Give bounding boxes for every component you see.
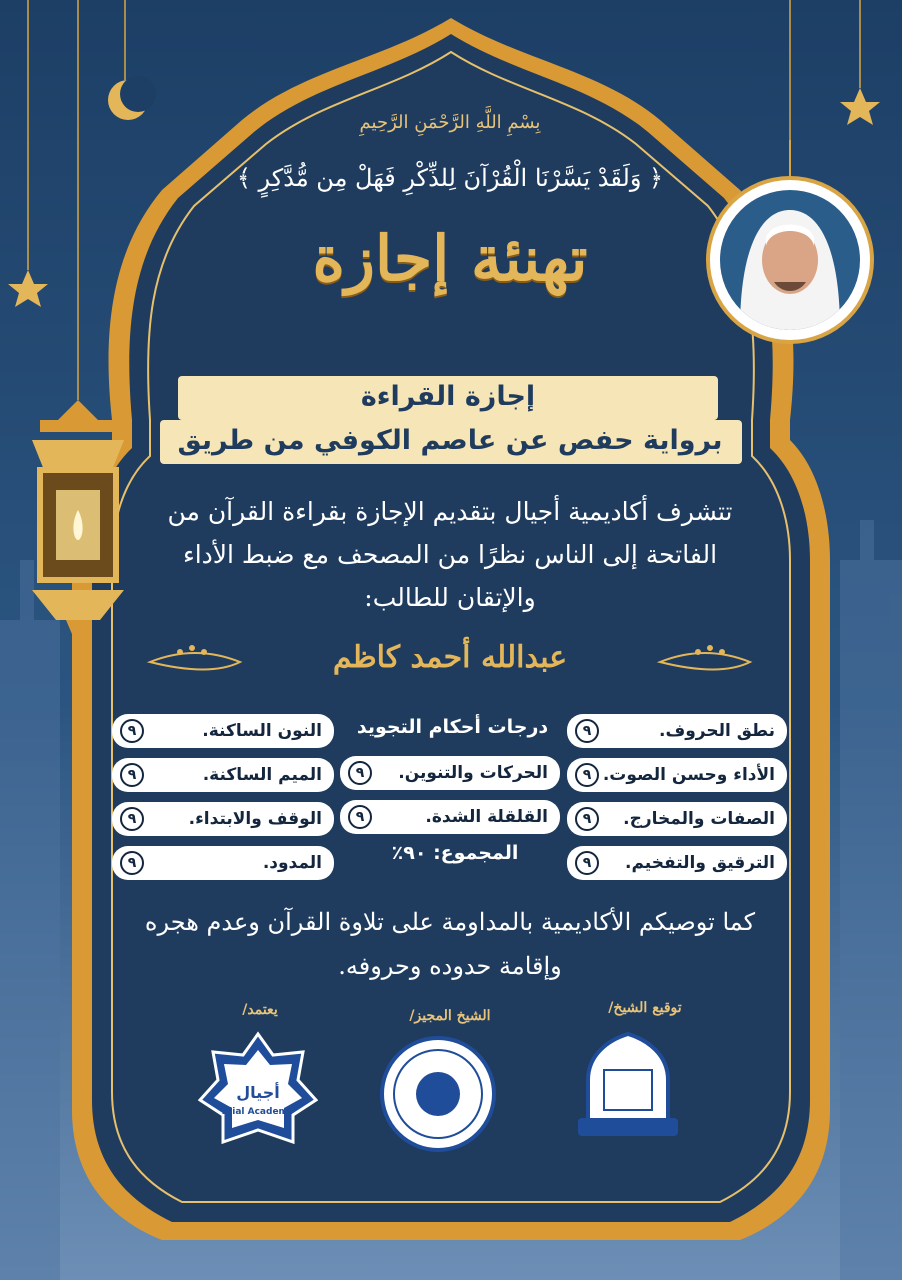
mosque-silhouette-left: [0, 560, 60, 1280]
academy-seal: [198, 1030, 318, 1150]
grade-value: ٩: [575, 719, 599, 743]
grade-label: الترقيق والتفخيم.: [625, 853, 775, 873]
grade-label: الحركات والتنوين.: [398, 763, 548, 783]
grades-middle-column: [340, 756, 560, 834]
grade-item: [112, 846, 334, 880]
grade-label: الأداء وحسن الصوت.: [602, 765, 775, 785]
total-label: المجموع:: [433, 842, 519, 864]
academy-seal-english: Ajial Academy: [222, 1107, 294, 1117]
page-title: تهنئة إجازة: [312, 222, 588, 295]
star-icon: [8, 270, 48, 307]
grade-label: نطق الحروف.: [659, 721, 775, 741]
teacher-portrait: [720, 190, 860, 330]
grade-value: ٩: [575, 763, 599, 787]
teacher-seal: [568, 1030, 688, 1150]
signature-label-approved: يعتمد/: [242, 1002, 278, 1018]
grade-item: [567, 758, 787, 792]
signature-label-certifier: الشيخ المجيز/: [409, 1008, 491, 1024]
grade-value: ٩: [120, 763, 144, 787]
grade-item: [340, 800, 560, 834]
grade-value: ٩: [120, 851, 144, 875]
grade-item: [567, 802, 787, 836]
certifier-seal: [378, 1034, 498, 1154]
grade-label: الوقف والابتداء.: [188, 809, 322, 829]
grade-label: النون الساكنة.: [202, 721, 322, 741]
signature-label-teacher: توقيع الشيخ/: [608, 1000, 682, 1016]
ijaza-type: إجازة القراءة: [360, 381, 536, 412]
bismillah: بِسْمِ اللَّهِ الرَّحْمَنِ الرَّحِيمِ: [359, 112, 541, 133]
crescent-icon: [108, 76, 156, 120]
grade-item: [112, 758, 334, 792]
grade-item: [112, 802, 334, 836]
grade-value: ٩: [575, 851, 599, 875]
grade-label: المدود.: [262, 853, 322, 873]
grades-left-column: [112, 714, 334, 880]
student-name: عبدالله أحمد كاظم: [332, 640, 568, 675]
grade-label: الصفات والمخارج.: [623, 809, 775, 829]
academy-seal-arabic: أجيال: [236, 1083, 280, 1102]
grade-label: القلقلة الشدة.: [425, 807, 548, 827]
grade-value: ٩: [348, 761, 372, 785]
grade-label: الميم الساكنة.: [202, 765, 322, 785]
grades-section-title: درجات أحكام التجويد: [356, 716, 549, 738]
mosque-silhouette-right: [840, 520, 902, 1280]
grades-right-column: [567, 714, 787, 880]
quran-verse: ﴿ وَلَقَدْ يَسَّرْنَا الْقُرْآنَ لِلذِّكْرِ فَهَلْ مِن مُّدَّكِرٍ ﴾: [236, 164, 664, 192]
closing-text: كما توصيكم الأكاديمية بالمداومة على تلاوة القرآن وعدم هجره وإقامة حدوده وحروفه.: [144, 908, 756, 980]
grades-total: [355, 842, 555, 864]
ijaza-narration: برواية حفص عن عاصم الكوفي من طريق الشاطبية: [177, 425, 723, 500]
grade-item: [112, 714, 334, 748]
grade-value: ٩: [120, 807, 144, 831]
grade-value: ٩: [348, 805, 372, 829]
star-icon: [840, 88, 880, 125]
intro-text: تتشرف أكاديمية أجيال بتقديم الإجازة بقراءة القرآن من الفاتحة إلى الناس نظرًا من المصحف مع ضبط الأداء والإتقان للطالب:: [167, 497, 733, 612]
grade-value: ٩: [575, 807, 599, 831]
grade-item: [340, 756, 560, 790]
total-value: ٩٠٪: [391, 842, 427, 864]
grade-value: ٩: [120, 719, 144, 743]
grade-item: [567, 846, 787, 880]
grade-item: [567, 714, 787, 748]
